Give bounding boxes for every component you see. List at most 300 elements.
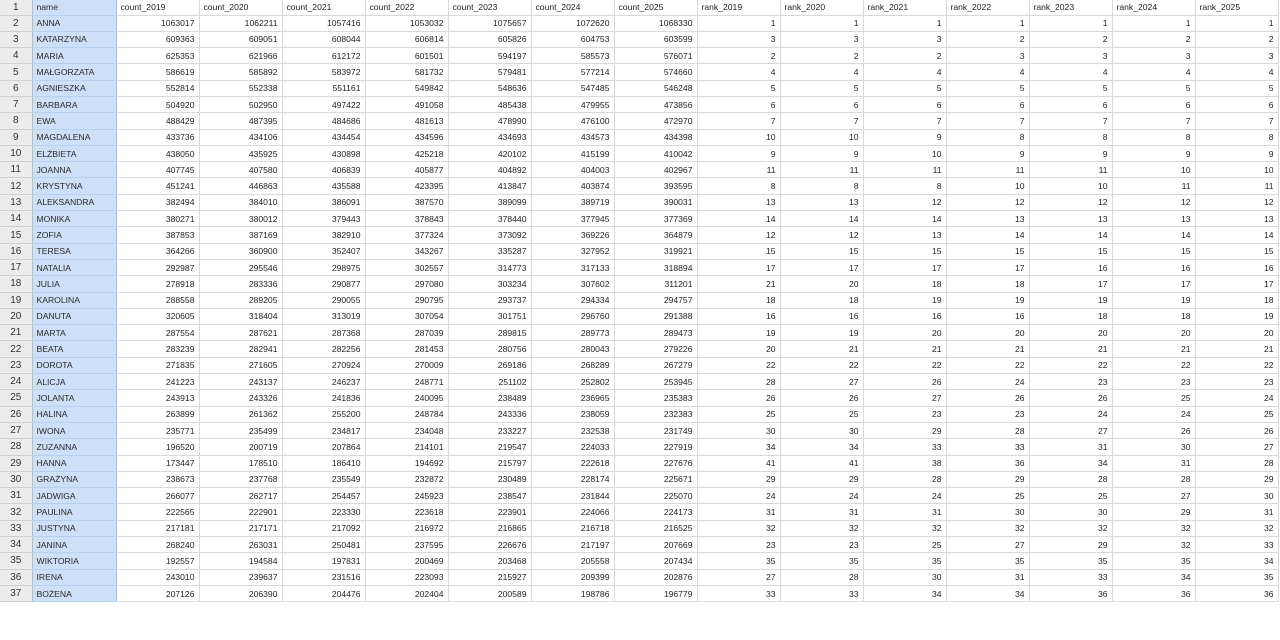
data-cell[interactable]: 491058 bbox=[365, 96, 448, 112]
data-cell[interactable]: 24 bbox=[946, 374, 1029, 390]
data-cell[interactable]: 219547 bbox=[448, 439, 531, 455]
data-cell[interactable]: 373092 bbox=[448, 227, 531, 243]
data-cell[interactable]: 11 bbox=[946, 162, 1029, 178]
data-cell[interactable]: 21 bbox=[863, 341, 946, 357]
data-cell[interactable]: 270924 bbox=[282, 357, 365, 373]
data-cell[interactable]: 243336 bbox=[448, 406, 531, 422]
data-cell[interactable]: 34 bbox=[1195, 553, 1278, 569]
data-cell[interactable]: 433736 bbox=[116, 129, 199, 145]
data-cell[interactable]: 430898 bbox=[282, 145, 365, 161]
data-cell[interactable]: 282941 bbox=[199, 341, 282, 357]
data-cell[interactable]: 279226 bbox=[614, 341, 697, 357]
data-cell[interactable]: 24 bbox=[1112, 406, 1195, 422]
data-cell[interactable]: 287554 bbox=[116, 325, 199, 341]
data-cell[interactable]: 5 bbox=[780, 80, 863, 96]
data-cell[interactable]: 585573 bbox=[531, 48, 614, 64]
data-cell[interactable]: 15 bbox=[863, 243, 946, 259]
data-cell[interactable]: 423395 bbox=[365, 178, 448, 194]
data-cell[interactable]: 35 bbox=[1195, 569, 1278, 585]
data-cell[interactable]: 17 bbox=[1029, 276, 1112, 292]
data-cell[interactable]: 215797 bbox=[448, 455, 531, 471]
data-cell[interactable]: 23 bbox=[780, 537, 863, 553]
data-cell[interactable]: 302557 bbox=[365, 259, 448, 275]
data-cell[interactable]: 420102 bbox=[448, 145, 531, 161]
row-number[interactable]: 6 bbox=[0, 80, 32, 96]
data-cell[interactable]: 26 bbox=[697, 390, 780, 406]
data-cell[interactable]: 10 bbox=[1112, 162, 1195, 178]
data-cell[interactable]: 5 bbox=[1112, 80, 1195, 96]
row-number[interactable]: 7 bbox=[0, 96, 32, 112]
data-cell[interactable]: 2 bbox=[1112, 31, 1195, 47]
name-cell[interactable]: KAROLINA bbox=[32, 292, 116, 308]
data-cell[interactable]: 216865 bbox=[448, 520, 531, 536]
data-cell[interactable]: 1063017 bbox=[116, 15, 199, 31]
row-number[interactable]: 2 bbox=[0, 15, 32, 31]
data-cell[interactable]: 549842 bbox=[365, 80, 448, 96]
data-cell[interactable]: 451241 bbox=[116, 178, 199, 194]
name-cell[interactable]: MAGDALENA bbox=[32, 129, 116, 145]
data-cell[interactable]: 577214 bbox=[531, 64, 614, 80]
data-cell[interactable]: 20 bbox=[863, 325, 946, 341]
data-cell[interactable]: 27 bbox=[1112, 488, 1195, 504]
name-cell[interactable]: AGNIESZKA bbox=[32, 80, 116, 96]
data-cell[interactable]: 16 bbox=[697, 308, 780, 324]
name-cell[interactable]: DOROTA bbox=[32, 357, 116, 373]
data-cell[interactable]: 266077 bbox=[116, 488, 199, 504]
data-cell[interactable]: 10 bbox=[1029, 178, 1112, 194]
data-cell[interactable]: 2 bbox=[1195, 31, 1278, 47]
data-cell[interactable]: 223093 bbox=[365, 569, 448, 585]
data-cell[interactable]: 11 bbox=[1195, 178, 1278, 194]
data-cell[interactable]: 18 bbox=[946, 276, 1029, 292]
data-cell[interactable]: 478990 bbox=[448, 113, 531, 129]
column-header-cell[interactable]: count_2019 bbox=[116, 0, 199, 15]
data-cell[interactable]: 21 bbox=[1195, 341, 1278, 357]
data-cell[interactable]: 217092 bbox=[282, 520, 365, 536]
data-cell[interactable]: 216972 bbox=[365, 520, 448, 536]
data-cell[interactable]: 579481 bbox=[448, 64, 531, 80]
data-cell[interactable]: 2 bbox=[780, 48, 863, 64]
data-cell[interactable]: 12 bbox=[697, 227, 780, 243]
row-number[interactable]: 21 bbox=[0, 325, 32, 341]
data-cell[interactable]: 604753 bbox=[531, 31, 614, 47]
data-cell[interactable]: 32 bbox=[780, 520, 863, 536]
name-cell[interactable]: IWONA bbox=[32, 422, 116, 438]
data-cell[interactable]: 303234 bbox=[448, 276, 531, 292]
data-cell[interactable]: 434398 bbox=[614, 129, 697, 145]
data-cell[interactable]: 17 bbox=[863, 259, 946, 275]
data-cell[interactable]: 20 bbox=[697, 341, 780, 357]
data-cell[interactable]: 19 bbox=[697, 325, 780, 341]
data-cell[interactable]: 35 bbox=[780, 553, 863, 569]
data-cell[interactable]: 9 bbox=[1029, 145, 1112, 161]
data-cell[interactable]: 25 bbox=[1112, 390, 1195, 406]
data-cell[interactable]: 252802 bbox=[531, 374, 614, 390]
data-cell[interactable]: 407580 bbox=[199, 162, 282, 178]
data-cell[interactable]: 8 bbox=[697, 178, 780, 194]
data-cell[interactable]: 268289 bbox=[531, 357, 614, 373]
row-number[interactable]: 18 bbox=[0, 276, 32, 292]
data-cell[interactable]: 435588 bbox=[282, 178, 365, 194]
data-cell[interactable]: 248784 bbox=[365, 406, 448, 422]
data-cell[interactable]: 13 bbox=[863, 227, 946, 243]
data-cell[interactable]: 307054 bbox=[365, 308, 448, 324]
data-cell[interactable]: 30 bbox=[1029, 504, 1112, 520]
data-cell[interactable]: 35 bbox=[1029, 553, 1112, 569]
data-cell[interactable]: 207669 bbox=[614, 537, 697, 553]
data-cell[interactable]: 282256 bbox=[282, 341, 365, 357]
name-cell[interactable]: JADWIGA bbox=[32, 488, 116, 504]
data-cell[interactable]: 434573 bbox=[531, 129, 614, 145]
data-cell[interactable]: 21 bbox=[946, 341, 1029, 357]
data-cell[interactable]: 7 bbox=[863, 113, 946, 129]
data-cell[interactable]: 198786 bbox=[531, 585, 614, 601]
data-cell[interactable]: 6 bbox=[780, 96, 863, 112]
data-cell[interactable]: 22 bbox=[780, 357, 863, 373]
data-cell[interactable]: 1062211 bbox=[199, 15, 282, 31]
data-cell[interactable]: 16 bbox=[1112, 259, 1195, 275]
data-cell[interactable]: 402967 bbox=[614, 162, 697, 178]
data-cell[interactable]: 335287 bbox=[448, 243, 531, 259]
data-cell[interactable]: 23 bbox=[1029, 374, 1112, 390]
name-cell[interactable]: ANNA bbox=[32, 15, 116, 31]
data-cell[interactable]: 11 bbox=[1029, 162, 1112, 178]
data-cell[interactable]: 485438 bbox=[448, 96, 531, 112]
data-cell[interactable]: 36 bbox=[1029, 585, 1112, 601]
data-cell[interactable]: 225070 bbox=[614, 488, 697, 504]
data-cell[interactable]: 32 bbox=[1029, 520, 1112, 536]
data-cell[interactable]: 222618 bbox=[531, 455, 614, 471]
data-cell[interactable]: 235771 bbox=[116, 422, 199, 438]
name-cell[interactable]: GRAŻYNA bbox=[32, 471, 116, 487]
name-cell[interactable]: MARTA bbox=[32, 325, 116, 341]
data-cell[interactable]: 228174 bbox=[531, 471, 614, 487]
name-cell[interactable]: JUSTYNA bbox=[32, 520, 116, 536]
data-cell[interactable]: 23 bbox=[1112, 374, 1195, 390]
row-number[interactable]: 10 bbox=[0, 145, 32, 161]
data-cell[interactable]: 12 bbox=[1112, 194, 1195, 210]
data-cell[interactable]: 1 bbox=[946, 15, 1029, 31]
column-header-cell[interactable]: count_2020 bbox=[199, 0, 282, 15]
data-cell[interactable]: 18 bbox=[1112, 308, 1195, 324]
data-cell[interactable]: 31 bbox=[1195, 504, 1278, 520]
data-cell[interactable]: 34 bbox=[780, 439, 863, 455]
row-number[interactable]: 3 bbox=[0, 31, 32, 47]
data-cell[interactable]: 360900 bbox=[199, 243, 282, 259]
data-cell[interactable]: 377324 bbox=[365, 227, 448, 243]
data-cell[interactable]: 7 bbox=[780, 113, 863, 129]
data-cell[interactable]: 3 bbox=[1195, 48, 1278, 64]
row-number[interactable]: 11 bbox=[0, 162, 32, 178]
data-cell[interactable]: 434693 bbox=[448, 129, 531, 145]
data-cell[interactable]: 314773 bbox=[448, 259, 531, 275]
data-cell[interactable]: 25 bbox=[697, 406, 780, 422]
data-cell[interactable]: 268240 bbox=[116, 537, 199, 553]
data-cell[interactable]: 224173 bbox=[614, 504, 697, 520]
data-cell[interactable]: 21 bbox=[780, 341, 863, 357]
data-cell[interactable]: 28 bbox=[946, 422, 1029, 438]
data-cell[interactable]: 207126 bbox=[116, 585, 199, 601]
data-cell[interactable]: 24 bbox=[1195, 390, 1278, 406]
data-cell[interactable]: 26 bbox=[1029, 390, 1112, 406]
data-cell[interactable]: 6 bbox=[1195, 96, 1278, 112]
data-cell[interactable]: 307602 bbox=[531, 276, 614, 292]
data-cell[interactable]: 13 bbox=[1112, 211, 1195, 227]
data-cell[interactable]: 8 bbox=[863, 178, 946, 194]
data-cell[interactable]: 32 bbox=[1112, 537, 1195, 553]
data-cell[interactable]: 479955 bbox=[531, 96, 614, 112]
data-cell[interactable]: 14 bbox=[1029, 227, 1112, 243]
data-cell[interactable]: 223901 bbox=[448, 504, 531, 520]
data-cell[interactable]: 2 bbox=[697, 48, 780, 64]
data-cell[interactable]: 12 bbox=[1195, 194, 1278, 210]
data-cell[interactable]: 238673 bbox=[116, 471, 199, 487]
data-cell[interactable]: 13 bbox=[697, 194, 780, 210]
column-header-cell[interactable]: rank_2025 bbox=[1195, 0, 1278, 15]
data-cell[interactable]: 261362 bbox=[199, 406, 282, 422]
data-cell[interactable]: 19 bbox=[946, 292, 1029, 308]
data-cell[interactable]: 225671 bbox=[614, 471, 697, 487]
data-cell[interactable]: 12 bbox=[863, 194, 946, 210]
row-number[interactable]: 37 bbox=[0, 585, 32, 601]
data-cell[interactable]: 240095 bbox=[365, 390, 448, 406]
name-cell[interactable]: MARIA bbox=[32, 48, 116, 64]
data-cell[interactable]: 27 bbox=[946, 537, 1029, 553]
data-cell[interactable]: 4 bbox=[946, 64, 1029, 80]
row-number[interactable]: 14 bbox=[0, 211, 32, 227]
data-cell[interactable]: 253945 bbox=[614, 374, 697, 390]
row-number[interactable]: 26 bbox=[0, 406, 32, 422]
data-cell[interactable]: 222901 bbox=[199, 504, 282, 520]
data-cell[interactable]: 32 bbox=[1112, 520, 1195, 536]
data-cell[interactable]: 207864 bbox=[282, 439, 365, 455]
data-cell[interactable]: 27 bbox=[697, 569, 780, 585]
data-cell[interactable]: 3 bbox=[1112, 48, 1195, 64]
data-cell[interactable]: 26 bbox=[780, 390, 863, 406]
data-cell[interactable]: 227919 bbox=[614, 439, 697, 455]
data-cell[interactable]: 313019 bbox=[282, 308, 365, 324]
row-number[interactable]: 28 bbox=[0, 439, 32, 455]
data-cell[interactable]: 4 bbox=[1112, 64, 1195, 80]
data-cell[interactable]: 204476 bbox=[282, 585, 365, 601]
data-cell[interactable]: 294757 bbox=[614, 292, 697, 308]
data-cell[interactable]: 24 bbox=[780, 488, 863, 504]
data-cell[interactable]: 12 bbox=[946, 194, 1029, 210]
data-cell[interactable]: 34 bbox=[1029, 455, 1112, 471]
column-header-cell[interactable]: rank_2021 bbox=[863, 0, 946, 15]
data-cell[interactable]: 16 bbox=[1195, 259, 1278, 275]
data-cell[interactable]: 31 bbox=[780, 504, 863, 520]
data-cell[interactable]: 327952 bbox=[531, 243, 614, 259]
data-cell[interactable]: 217171 bbox=[199, 520, 282, 536]
data-cell[interactable]: 311201 bbox=[614, 276, 697, 292]
data-cell[interactable]: 378440 bbox=[448, 211, 531, 227]
data-cell[interactable]: 34 bbox=[863, 585, 946, 601]
data-cell[interactable]: 24 bbox=[697, 488, 780, 504]
data-cell[interactable]: 7 bbox=[697, 113, 780, 129]
column-header-cell[interactable]: count_2021 bbox=[282, 0, 365, 15]
data-cell[interactable]: 621966 bbox=[199, 48, 282, 64]
data-cell[interactable]: 200589 bbox=[448, 585, 531, 601]
data-cell[interactable]: 552338 bbox=[199, 80, 282, 96]
data-cell[interactable]: 31 bbox=[697, 504, 780, 520]
data-cell[interactable]: 12 bbox=[1029, 194, 1112, 210]
data-cell[interactable]: 1 bbox=[1029, 15, 1112, 31]
data-cell[interactable]: 28 bbox=[697, 374, 780, 390]
data-cell[interactable]: 36 bbox=[1195, 585, 1278, 601]
data-cell[interactable]: 12 bbox=[780, 227, 863, 243]
data-cell[interactable]: 6 bbox=[946, 96, 1029, 112]
data-cell[interactable]: 438050 bbox=[116, 145, 199, 161]
data-cell[interactable]: 178510 bbox=[199, 455, 282, 471]
data-cell[interactable]: 290055 bbox=[282, 292, 365, 308]
column-header-cell[interactable]: count_2022 bbox=[365, 0, 448, 15]
data-cell[interactable]: 29 bbox=[780, 471, 863, 487]
data-cell[interactable]: 319921 bbox=[614, 243, 697, 259]
data-cell[interactable]: 20 bbox=[1029, 325, 1112, 341]
data-cell[interactable]: 36 bbox=[1112, 585, 1195, 601]
row-number[interactable]: 25 bbox=[0, 390, 32, 406]
column-header-cell[interactable]: count_2023 bbox=[448, 0, 531, 15]
data-cell[interactable]: 387853 bbox=[116, 227, 199, 243]
data-cell[interactable]: 2 bbox=[863, 48, 946, 64]
data-cell[interactable]: 19 bbox=[1112, 292, 1195, 308]
row-number[interactable]: 16 bbox=[0, 243, 32, 259]
data-cell[interactable]: 6 bbox=[863, 96, 946, 112]
column-header-cell[interactable]: name bbox=[32, 0, 116, 15]
name-cell[interactable]: JOLANTA bbox=[32, 390, 116, 406]
data-cell[interactable]: 601501 bbox=[365, 48, 448, 64]
data-cell[interactable]: 32 bbox=[863, 520, 946, 536]
data-cell[interactable]: 609363 bbox=[116, 31, 199, 47]
data-cell[interactable]: 13 bbox=[780, 194, 863, 210]
data-cell[interactable]: 31 bbox=[1029, 439, 1112, 455]
data-cell[interactable]: 1075657 bbox=[448, 15, 531, 31]
data-cell[interactable]: 488429 bbox=[116, 113, 199, 129]
data-cell[interactable]: 11 bbox=[780, 162, 863, 178]
data-cell[interactable]: 29 bbox=[1112, 504, 1195, 520]
data-cell[interactable]: 11 bbox=[863, 162, 946, 178]
row-number[interactable]: 30 bbox=[0, 471, 32, 487]
name-cell[interactable]: ALICJA bbox=[32, 374, 116, 390]
data-cell[interactable]: 16 bbox=[780, 308, 863, 324]
data-cell[interactable]: 403874 bbox=[531, 178, 614, 194]
data-cell[interactable]: 5 bbox=[1029, 80, 1112, 96]
name-cell[interactable]: PAULINA bbox=[32, 504, 116, 520]
data-cell[interactable]: 605826 bbox=[448, 31, 531, 47]
data-cell[interactable]: 504920 bbox=[116, 96, 199, 112]
data-cell[interactable]: 17 bbox=[780, 259, 863, 275]
data-cell[interactable]: 14 bbox=[780, 211, 863, 227]
data-cell[interactable]: 502950 bbox=[199, 96, 282, 112]
row-number[interactable]: 31 bbox=[0, 488, 32, 504]
name-cell[interactable]: JOANNA bbox=[32, 162, 116, 178]
data-cell[interactable]: 384010 bbox=[199, 194, 282, 210]
data-cell[interactable]: 186410 bbox=[282, 455, 365, 471]
column-header-cell[interactable]: rank_2024 bbox=[1112, 0, 1195, 15]
data-cell[interactable]: 472970 bbox=[614, 113, 697, 129]
data-cell[interactable]: 30 bbox=[780, 422, 863, 438]
data-cell[interactable]: 380012 bbox=[199, 211, 282, 227]
data-cell[interactable]: 5 bbox=[863, 80, 946, 96]
data-cell[interactable]: 290795 bbox=[365, 292, 448, 308]
data-cell[interactable]: 15 bbox=[1112, 243, 1195, 259]
data-cell[interactable]: 251102 bbox=[448, 374, 531, 390]
data-cell[interactable]: 32 bbox=[946, 520, 1029, 536]
row-number[interactable]: 32 bbox=[0, 504, 32, 520]
data-cell[interactable]: 6 bbox=[697, 96, 780, 112]
data-cell[interactable]: 20 bbox=[1112, 325, 1195, 341]
data-cell[interactable]: 29 bbox=[697, 471, 780, 487]
data-cell[interactable]: 318894 bbox=[614, 259, 697, 275]
data-cell[interactable]: 410042 bbox=[614, 145, 697, 161]
data-cell[interactable]: 546248 bbox=[614, 80, 697, 96]
data-cell[interactable]: 26 bbox=[946, 390, 1029, 406]
data-cell[interactable]: 21 bbox=[697, 276, 780, 292]
data-cell[interactable]: 28 bbox=[1112, 471, 1195, 487]
data-cell[interactable]: 25 bbox=[946, 488, 1029, 504]
row-number[interactable]: 8 bbox=[0, 113, 32, 129]
data-cell[interactable]: 10 bbox=[697, 129, 780, 145]
data-cell[interactable]: 28 bbox=[1195, 455, 1278, 471]
data-cell[interactable]: 20 bbox=[780, 276, 863, 292]
name-cell[interactable]: DANUTA bbox=[32, 308, 116, 324]
data-cell[interactable]: 9 bbox=[780, 145, 863, 161]
data-cell[interactable]: 382910 bbox=[282, 227, 365, 243]
data-cell[interactable]: 425218 bbox=[365, 145, 448, 161]
data-cell[interactable]: 283336 bbox=[199, 276, 282, 292]
name-cell[interactable]: BOŻENA bbox=[32, 585, 116, 601]
name-cell[interactable]: BEATA bbox=[32, 341, 116, 357]
data-cell[interactable]: 289205 bbox=[199, 292, 282, 308]
data-cell[interactable]: 13 bbox=[1029, 211, 1112, 227]
data-cell[interactable]: 14 bbox=[1112, 227, 1195, 243]
data-cell[interactable]: 29 bbox=[863, 422, 946, 438]
data-cell[interactable]: 33 bbox=[697, 585, 780, 601]
row-number[interactable]: 4 bbox=[0, 48, 32, 64]
column-header-cell[interactable]: count_2025 bbox=[614, 0, 697, 15]
data-cell[interactable]: 33 bbox=[863, 439, 946, 455]
data-cell[interactable]: 234048 bbox=[365, 422, 448, 438]
data-cell[interactable]: 14 bbox=[863, 211, 946, 227]
row-number[interactable]: 20 bbox=[0, 308, 32, 324]
data-cell[interactable]: 9 bbox=[1112, 145, 1195, 161]
data-cell[interactable]: 434454 bbox=[282, 129, 365, 145]
name-cell[interactable]: HALINA bbox=[32, 406, 116, 422]
name-cell[interactable]: JULIA bbox=[32, 276, 116, 292]
data-cell[interactable]: 35 bbox=[1112, 553, 1195, 569]
data-cell[interactable]: 215927 bbox=[448, 569, 531, 585]
data-cell[interactable]: 33 bbox=[780, 585, 863, 601]
row-number[interactable]: 36 bbox=[0, 569, 32, 585]
data-cell[interactable]: 41 bbox=[697, 455, 780, 471]
data-cell[interactable]: 22 bbox=[1112, 357, 1195, 373]
data-cell[interactable]: 30 bbox=[863, 569, 946, 585]
data-cell[interactable]: 15 bbox=[946, 243, 1029, 259]
name-cell[interactable]: KRYSTYNA bbox=[32, 178, 116, 194]
data-cell[interactable]: 293737 bbox=[448, 292, 531, 308]
data-cell[interactable]: 245923 bbox=[365, 488, 448, 504]
data-cell[interactable]: 31 bbox=[946, 569, 1029, 585]
data-cell[interactable]: 217197 bbox=[531, 537, 614, 553]
data-cell[interactable]: 243913 bbox=[116, 390, 199, 406]
data-cell[interactable]: 301751 bbox=[448, 308, 531, 324]
name-cell[interactable]: NATALIA bbox=[32, 259, 116, 275]
data-cell[interactable]: 28 bbox=[1029, 471, 1112, 487]
row-number[interactable]: 29 bbox=[0, 455, 32, 471]
data-cell[interactable]: 205558 bbox=[531, 553, 614, 569]
data-cell[interactable]: 317133 bbox=[531, 259, 614, 275]
